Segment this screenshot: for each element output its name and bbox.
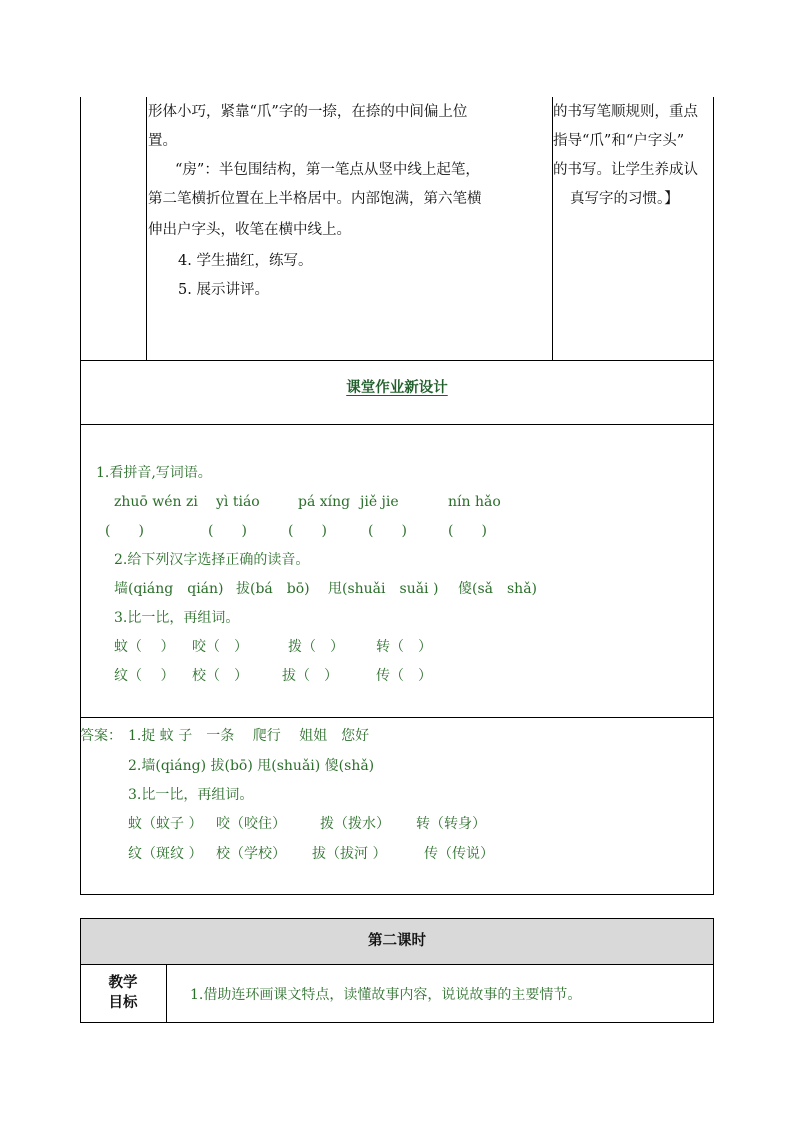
method-line: 伸出户字头，收笔在横中线上。 xyxy=(148,222,351,238)
compare-item: 纹（ ） xyxy=(114,668,175,684)
pinyin-item: jiě jie xyxy=(360,494,399,510)
compare-item: 拨（ ） xyxy=(288,639,344,655)
compare-item: 转（ ） xyxy=(376,639,432,655)
pinyin-item: yì tiáo xyxy=(216,494,260,510)
lesson-2-title: 第二课时 xyxy=(368,932,426,949)
homework-title: 课堂作业新设计 xyxy=(346,379,448,396)
reading-choice: 甩(shuǎi suǎi ) xyxy=(328,581,439,597)
answer-blank: ( ) xyxy=(368,523,407,539)
teaching-goal-text: 1.借助连环画课文特点，读懂故事内容，说说故事的主要情节。 xyxy=(190,987,582,1003)
answer-item: 拨（拨水） xyxy=(320,816,390,832)
compare-item: 咬（ ） xyxy=(192,639,248,655)
answers-label: 答案： xyxy=(80,728,122,744)
answer-blank: ( ) xyxy=(288,523,327,539)
answer-blank: ( ) xyxy=(105,523,144,539)
pinyin-item: pá xíng xyxy=(298,494,351,510)
compare-item: 传（ ） xyxy=(376,668,432,684)
answer-item: 校（学校） xyxy=(216,846,286,862)
method-line: 第二笔横折位置在上半格居中。内部饱满，第六笔横 xyxy=(148,191,482,207)
answer-item: 传（传说） xyxy=(424,846,494,862)
intent-line: 的书写。让学生养成认 xyxy=(553,162,698,178)
answer-item: 咬（咬住） xyxy=(216,816,286,832)
question-3-title: 3.比一比，再组词。 xyxy=(114,610,240,626)
answer-blank: ( ) xyxy=(208,523,247,539)
reading-choice: 傻(sǎ shǎ) xyxy=(458,581,538,597)
goal-label-line-2: 目标 xyxy=(108,994,138,1011)
method-line: 置。 xyxy=(148,133,177,149)
compare-item: 蚊（ ） xyxy=(114,639,175,655)
reading-choice: 墙(qiáng qián) xyxy=(114,581,224,597)
method-line: 形体小巧，紧靠“爪”字的一捺，在捺的中间偏上位 xyxy=(148,104,468,120)
pinyin-item: nín hǎo xyxy=(448,494,501,510)
method-line: “房”：半包围结构，第一笔点从竖中线上起笔， xyxy=(175,162,480,178)
answer-item: 蚊（蚊子 ） xyxy=(128,816,203,832)
intent-line: 指导“爪”和“户字头” xyxy=(553,133,685,149)
answer-item: 拔（拔河 ） xyxy=(312,846,387,862)
question-1-title: 1.看拼音,写词语。 xyxy=(96,465,212,481)
compare-item: 校（ ） xyxy=(192,668,248,684)
compare-item: 拔（ ） xyxy=(282,668,338,684)
pinyin-item: zhuō wén zi xyxy=(114,494,198,510)
method-line: 4. 学生描红，练写。 xyxy=(178,253,313,269)
answer-blank: ( ) xyxy=(448,523,487,539)
question-2-title: 2.给下列汉字选择正确的读音。 xyxy=(114,552,310,568)
answer-item: 纹（斑纹 ） xyxy=(128,846,203,862)
answer-item: 转（转身） xyxy=(416,816,486,832)
reading-choice: 拔(bá bō) xyxy=(236,581,310,597)
method-line: 5. 展示讲评。 xyxy=(178,282,269,298)
answer-2: 2.墙(qiáng) 拔(bō) 甩(shuǎi) 傻(shǎ) xyxy=(128,758,375,774)
answer-3-title: 3.比一比，再组词。 xyxy=(128,787,254,803)
intent-line: 真写字的习惯。】 xyxy=(570,191,679,207)
intent-line: 的书写笔顺规则，重点 xyxy=(553,104,698,120)
answer-1: 1.捉 蚊 子 一条 爬行 姐姐 您好 xyxy=(128,728,370,744)
goal-label-line-1: 教学 xyxy=(108,974,138,991)
